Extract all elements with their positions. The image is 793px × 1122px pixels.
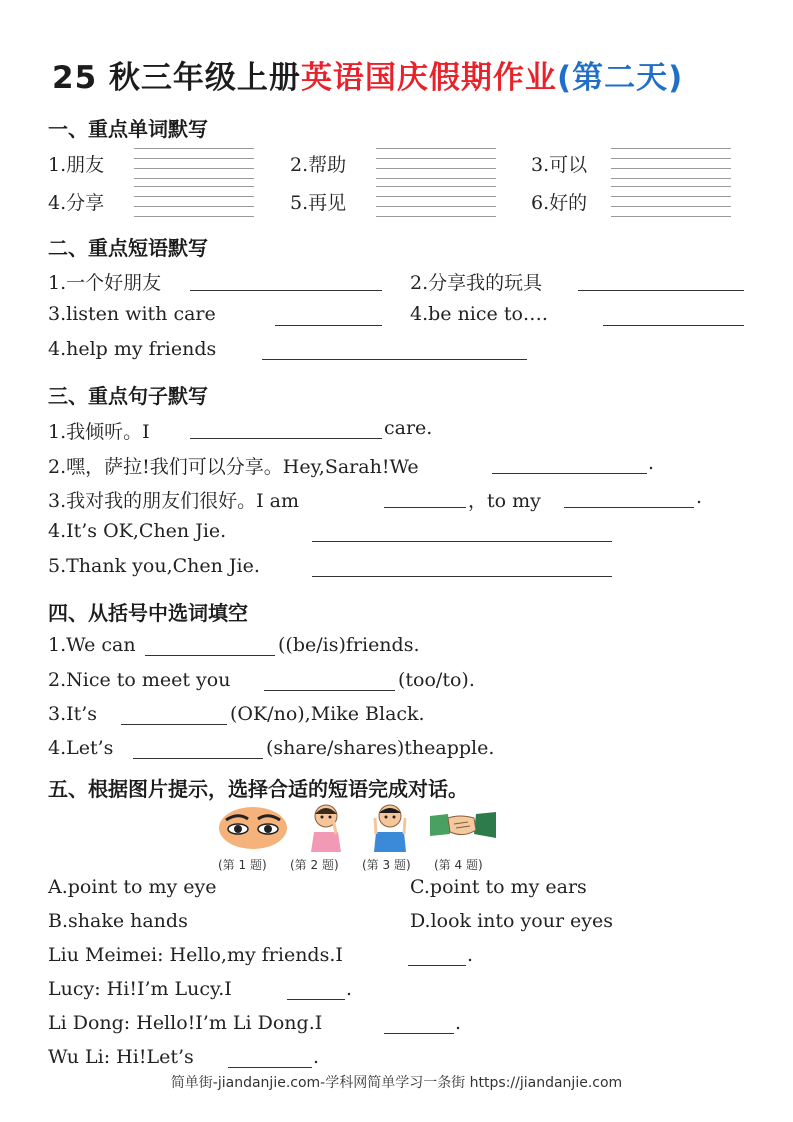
fill-3-start: 3.It’s [48,703,98,725]
fill-2-blank[interactable] [264,690,395,691]
phrase-blank-2[interactable] [578,290,744,291]
caption-2: (第 2 题) [290,858,339,872]
dialogue-3-blank[interactable] [384,1033,454,1034]
sentence-4-blank[interactable] [312,541,612,542]
fill-3-end: (OK/no),Mike Black. [230,703,425,725]
girl-pointing-icon [306,802,346,858]
dialogue-2: Lucy: Hi!I’m Lucy.I [48,978,232,1000]
caption-4: (第 4 题) [434,858,483,872]
writing-grid-6[interactable] [611,186,731,218]
sentence-3-end: . [696,486,703,508]
writing-grid-4[interactable] [134,186,254,218]
sentence-1-end: care. [384,417,433,439]
eyes-icon [218,806,288,854]
fill-1-blank[interactable] [145,655,275,656]
option-c: C.point to my ears [410,876,587,898]
word-item-2: 2.帮助 [290,154,347,176]
writing-grid-1[interactable] [134,148,254,180]
dialogue-1-end: . [467,944,474,966]
section5-heading: 五、根据图片提示，选择合适的短语完成对话。 [48,777,468,801]
sentence-3-start: 3.我对我的朋友们很好。I am [48,490,300,512]
fill-1-end: ((be/is)friends. [278,634,420,656]
sentence-5-blank[interactable] [312,576,612,577]
phrase-blank-1[interactable] [190,290,382,291]
sentence-2-end: . [648,452,655,474]
sentence-2-start: 2.嘿，萨拉!我们可以分享。Hey,Sarah!We [48,456,419,478]
option-b: B.shake hands [48,910,188,932]
title-day: (第二天) [556,60,684,96]
phrase-item-4: 4.be nice to…. [410,303,548,325]
sentence-2-blank[interactable] [492,473,647,474]
phrase-item-3: 3.listen with care [48,303,216,325]
sentence-1-blank[interactable] [190,438,382,439]
handshake-icon [430,804,496,854]
fill-3-blank[interactable] [121,724,227,725]
dialogue-1: Liu Meimei: Hello,my friends.I [48,944,343,966]
phrase-blank-5[interactable] [262,359,527,360]
section2-heading: 二、重点短语默写 [48,236,208,260]
word-item-3: 3.可以 [531,154,588,176]
fill-4-start: 4.Let’s [48,737,114,759]
option-d: D.look into your eyes [410,910,614,932]
section3-heading: 三、重点句子默写 [48,384,208,408]
dialogue-3: Li Dong: Hello!I’m Li Dong.I [48,1012,323,1034]
title-subject: 英语国庆假期作业 [300,60,557,96]
fill-2-start: 2.Nice to meet you [48,669,231,691]
sentence-4: 4.It’s OK,Chen Jie. [48,520,227,542]
sentence-3-blank-2[interactable] [564,507,694,508]
footer-watermark: 简单街-jiandanjie.com-学科网简单学习一条街 https://jiandanjie.com [170,1075,623,1091]
writing-grid-2[interactable] [376,148,496,180]
sentence-1-start: 1.我倾听。I [48,421,150,443]
phrase-blank-4[interactable] [603,325,744,326]
word-item-6: 6.好的 [531,192,588,214]
fill-4-end: (share/shares)theapple. [266,737,495,759]
dialogue-3-end: . [455,1012,462,1034]
caption-1: (第 1 题) [218,858,267,872]
page-title [52,52,683,97]
fill-4-blank[interactable] [133,758,263,759]
phrase-item-2: 2.分享我的玩具 [410,272,543,294]
fill-1-start: 1.We can [48,634,136,656]
sentence-3-mid: ，to my [468,490,541,512]
dialogue-1-blank[interactable] [408,965,466,966]
sentence-5: 5.Thank you,Chen Jie. [48,555,260,577]
picture-hints [218,800,518,872]
section1-heading: 一、重点单词默写 [48,117,208,141]
dialogue-2-end: . [346,978,353,1000]
word-item-4: 4.分享 [48,192,105,214]
option-a: A.point to my eye [48,876,217,898]
word-item-5: 5.再见 [290,192,347,214]
word-item-1: 1.朋友 [48,154,105,176]
dialogue-4: Wu Li: Hi!Let’s [48,1046,194,1068]
caption-3: (第 3 题) [362,858,411,872]
sentence-3-blank-1[interactable] [384,507,466,508]
fill-2-end: (too/to). [398,669,475,691]
writing-grid-3[interactable] [611,148,731,180]
phrase-item-1: 1.一个好朋友 [48,272,162,294]
boy-ears-icon [368,802,412,858]
writing-grid-5[interactable] [376,186,496,218]
phrase-item-5: 4.help my friends [48,338,217,360]
section4-heading: 四、从括号中选词填空 [48,601,248,625]
dialogue-4-blank[interactable] [228,1067,312,1068]
dialogue-4-end: . [313,1046,320,1068]
phrase-blank-3[interactable] [275,325,382,326]
title-grade: 25 秋三年级上册 [52,60,301,96]
dialogue-2-blank[interactable] [287,999,345,1000]
